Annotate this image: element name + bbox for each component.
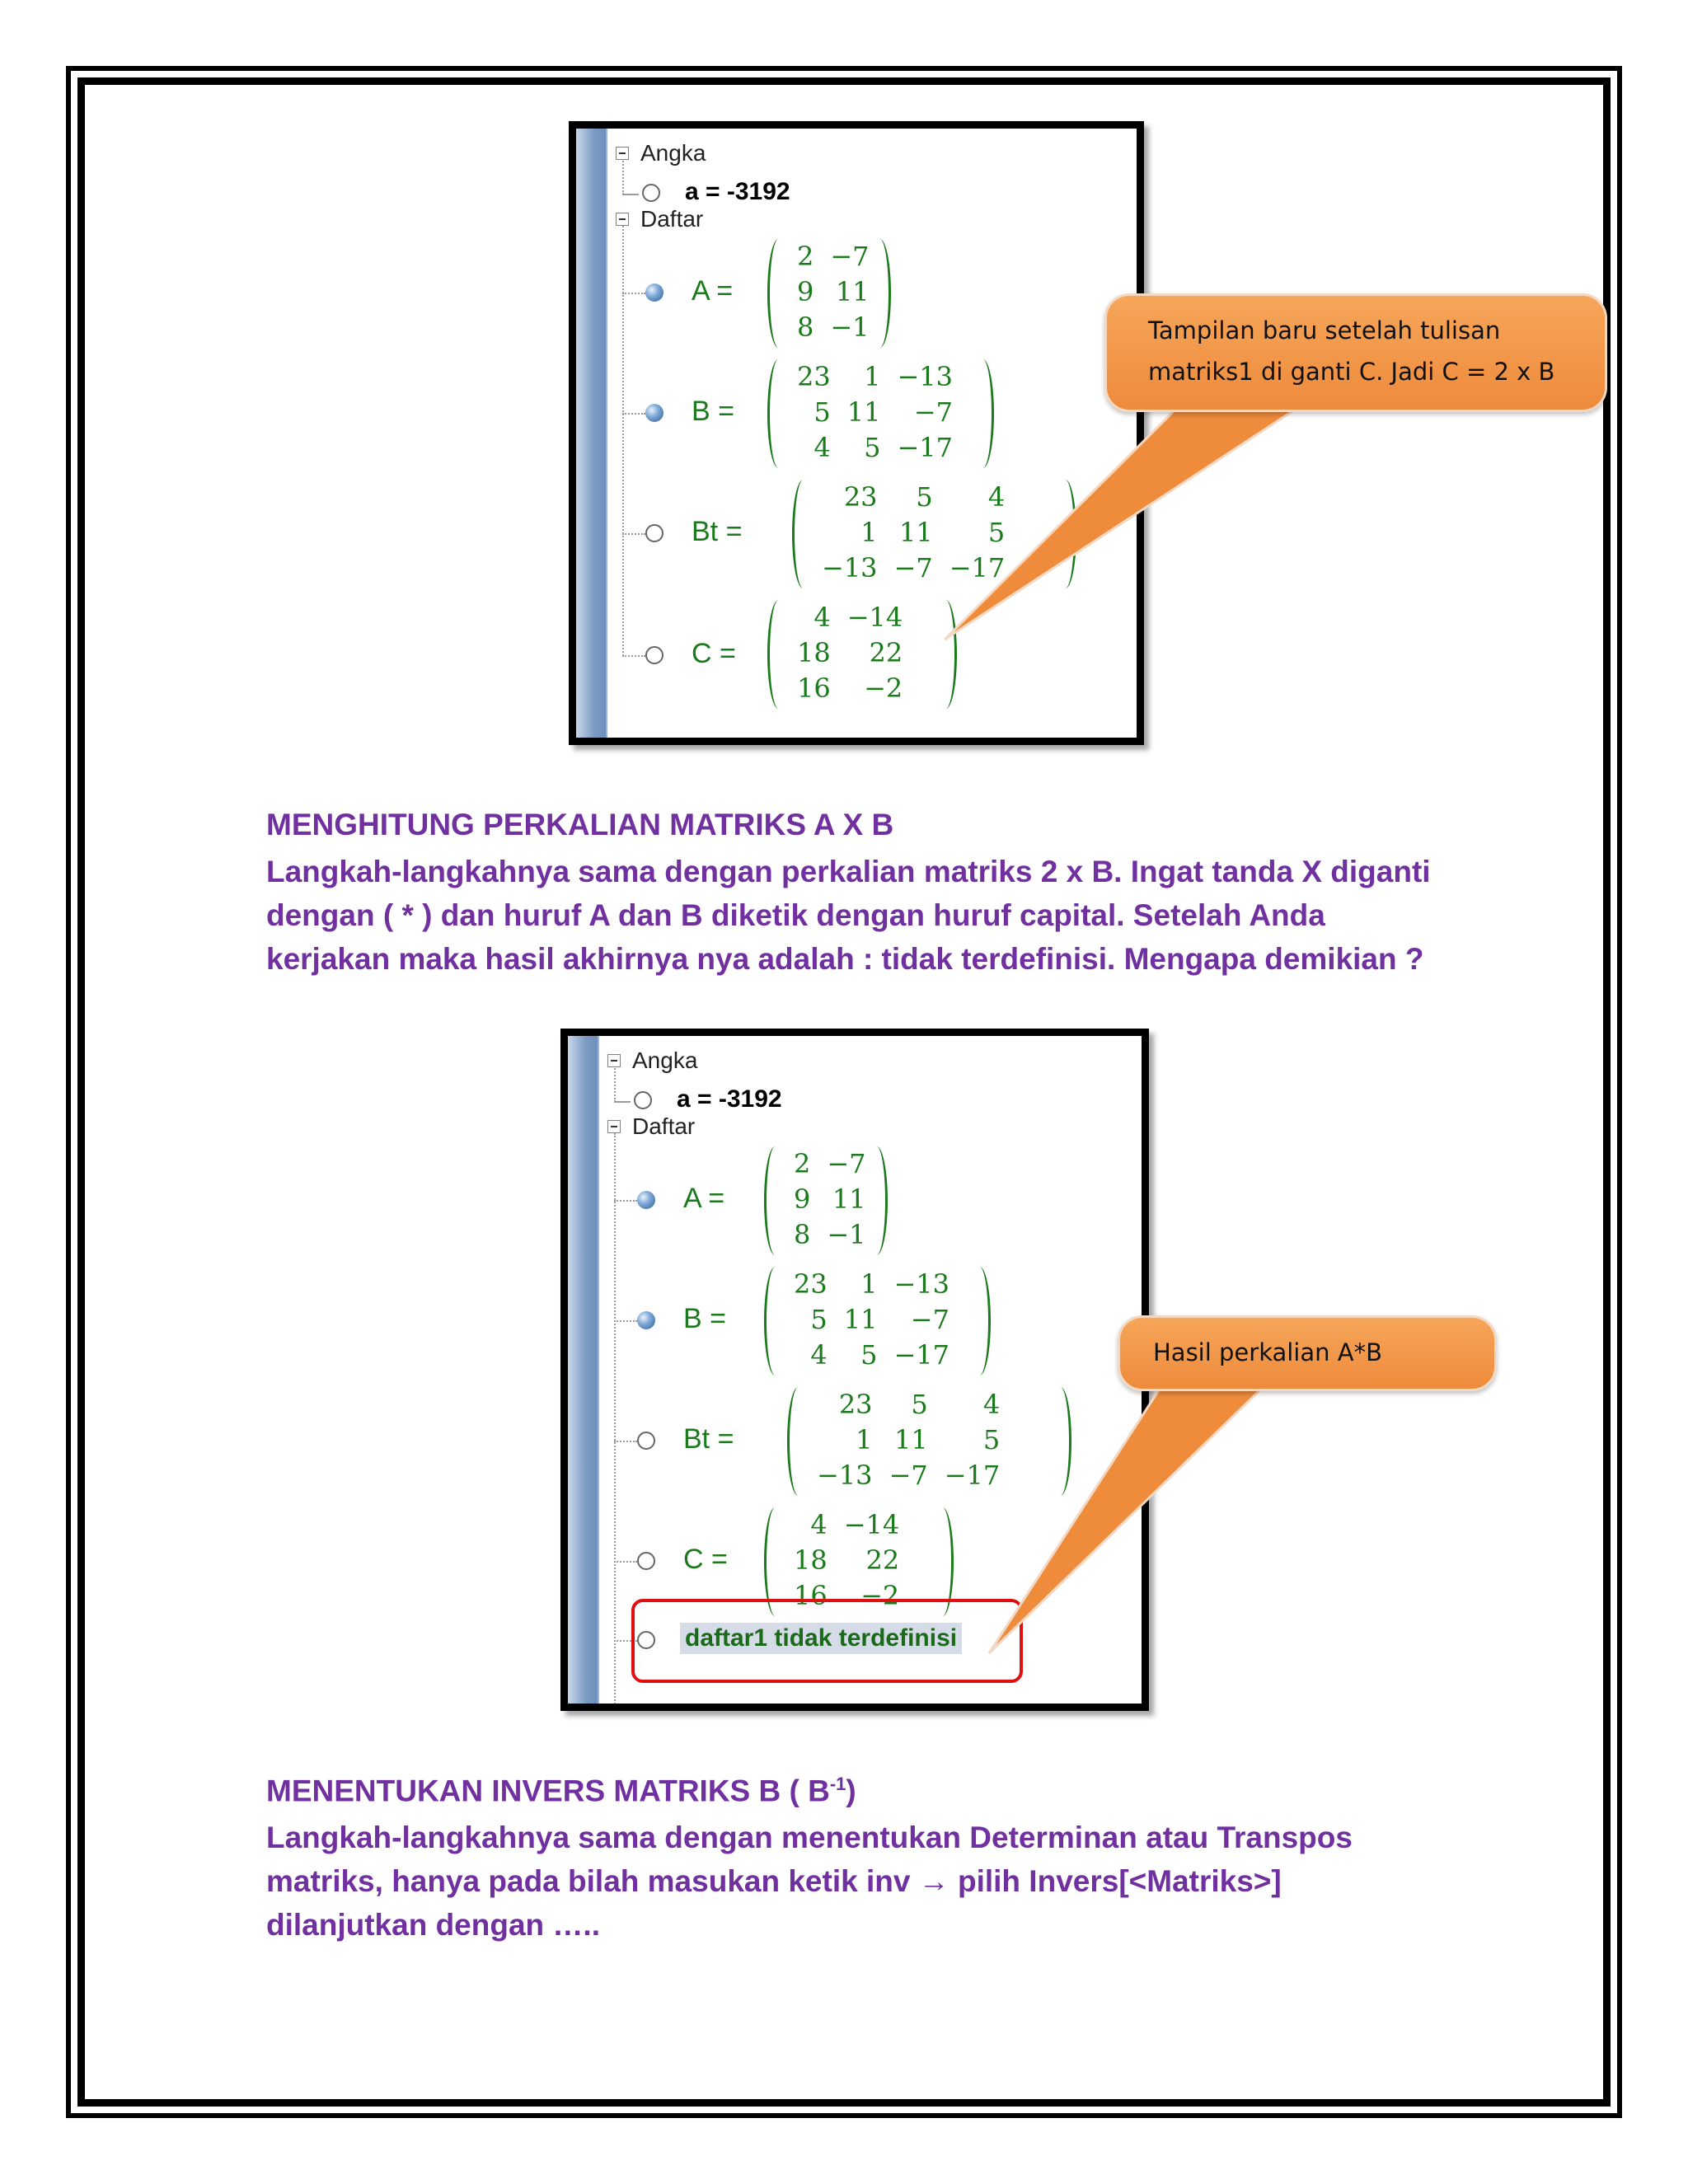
matrix-name-bt: Bt = [692, 516, 743, 547]
result-undefined[interactable]: daftar1 tidak terdefinisi [680, 1623, 962, 1654]
matrix-b: 23 1 −13 5 11 −7 4 5 −17 [767, 359, 994, 468]
paragraph-line: Langkah-langkahnya sama dengan perkalian matriks 2 x B. Ingat tanda X diganti [266, 855, 1431, 888]
node-daftar[interactable]: Daftar [632, 1113, 696, 1139]
matrix-c: 4 −14 18 22 16 −2 [767, 600, 957, 709]
matrix-name-b: B = [692, 396, 734, 427]
matrix-name-bt: Bt = [683, 1423, 734, 1455]
callout-1-line2: matriks1 di ganti C. Jadi C = 2 x B [1148, 358, 1555, 386]
callout-1-line1: Tampilan baru setelah tulisan [1148, 316, 1501, 344]
matrix-b: 23 1 −13 5 11 −7 4 5 −17 [764, 1267, 991, 1376]
callout-2-text: Hasil perkalian A*B [1153, 1338, 1382, 1366]
matrix-name-c: C = [692, 638, 736, 669]
matrix-name-a: A = [683, 1183, 725, 1214]
variable-a: a = -3192 [677, 1085, 782, 1113]
section-heading-1: MENGHITUNG PERKALIAN MATRIKS A X B [266, 808, 894, 841]
node-daftar[interactable]: Daftar [640, 206, 704, 232]
matrix-bt: 23 5 4 1 11 5 −13 −7 −17 [787, 1387, 1071, 1496]
paragraph-line: Langkah-langkahnya sama dengan menentukan Determinan atau Transpos [266, 1821, 1353, 1854]
paragraph-line: matriks, hanya pada bilah masukan ketik inv → pilih Invers[<Matriks>] [266, 1864, 1282, 1898]
matrix-a: 2 −7 9 11 8 −1 [764, 1146, 888, 1255]
node-angka[interactable]: Angka [632, 1047, 698, 1073]
node-angka[interactable]: Angka [640, 140, 706, 166]
paragraph-line: kerjakan maka hasil akhirnya nya adalah : tidak terdefinisi. Mengapa demikian ? [266, 942, 1424, 976]
paragraph-line: dengan ( * ) dan huruf A dan B diketik dengan huruf capital. Setelah Anda [266, 898, 1325, 932]
variable-a: a = -3192 [685, 178, 790, 205]
section-heading-2: MENENTUKAN INVERS MATRIKS B ( $B^{-1}$) [266, 1774, 856, 1808]
matrix-bt: 23 5 4 1 11 5 −13 −7 −17 [792, 480, 1076, 588]
matrix-name-a: A = [692, 275, 734, 307]
matrix-a: 2 −7 9 11 8 −1 [767, 239, 891, 348]
matrix-name-c: C = [683, 1544, 728, 1575]
matrix-name-b: B = [683, 1303, 726, 1334]
callout-2 [1118, 1315, 1497, 1391]
matrix-c: 4 −14 18 22 16 −2 [764, 1507, 954, 1616]
paragraph-line: dilanjutkan dengan ….. [266, 1908, 600, 1942]
